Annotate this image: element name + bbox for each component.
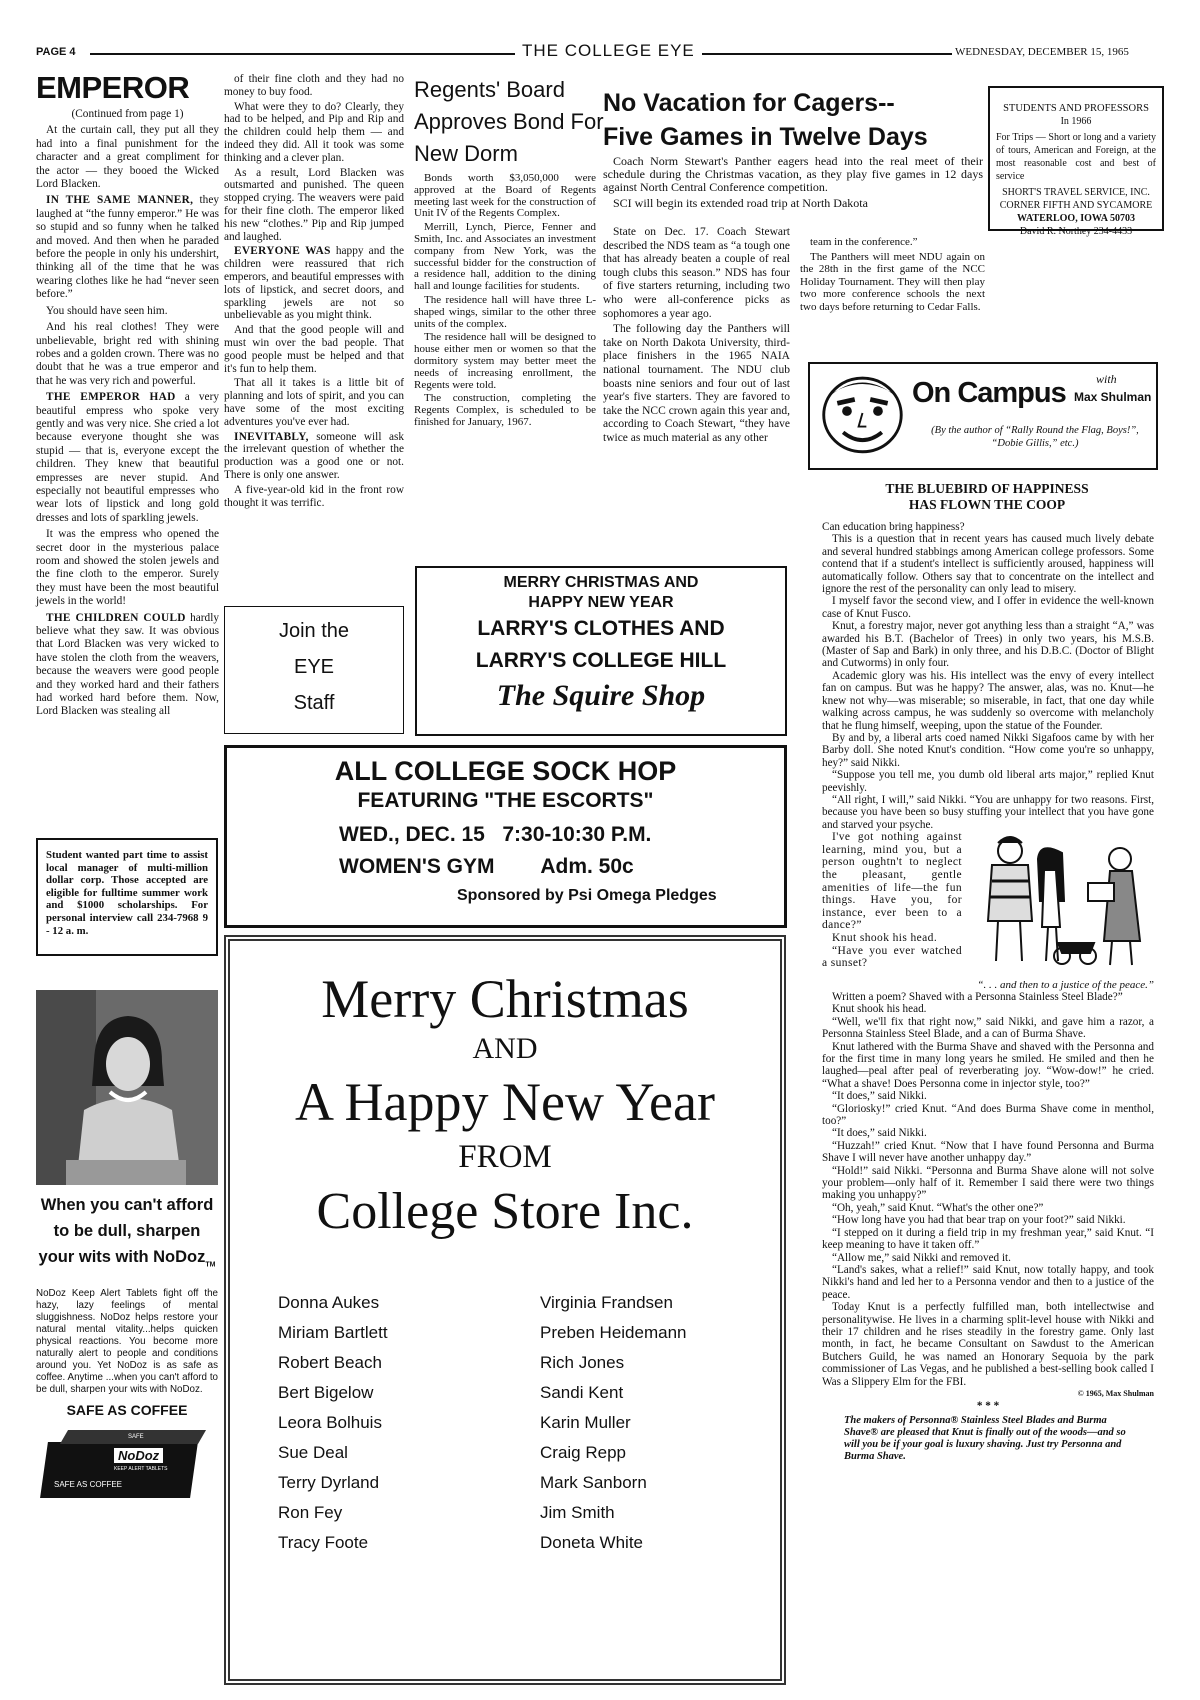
paragraph	[822, 1301, 1154, 1388]
paragraph-text: a very beautiful empress who spoke very gently and was very nice. She cried a lot because everyone thought she was stupid — that is, everyone except the children. They knew that beautiful empresses are never stupid. And especially not beautiful empresses who wear lots of lipstick and long gold dresses and lots of sparkling jewels.	[36, 391, 219, 524]
join-eye-staff-ad	[224, 606, 404, 734]
paragraph-text: State on Dec. 17. Coach Stewart described the NDS team as “a tough one that has already beaten a couple of real tough clubs this season.” NDS has four of five starters returning, including two who were all-conference picks as sophomores a year ago.	[603, 226, 790, 320]
travel-ad-company: SHORT'S TRAVEL SERVICE, INC.	[1002, 187, 1150, 198]
paragraph-text: “Land's sakes, what a relief!” said Knut, now totally happy, and took Nikki's hand and led her to a Personna vendor and then to a justice of the peace.	[822, 1263, 1154, 1301]
staff-name: Leora Bolhuis	[278, 1413, 382, 1432]
paragraph	[822, 670, 1154, 732]
paragraph-text: And his real clothes! They were unbelievable, bright red with shining robes and a golden crown. There was no doubt that he was a true emperor and that he was very rich and powerful.	[36, 321, 219, 387]
paragraph	[822, 595, 1154, 620]
college-store-name: College Store Inc.	[316, 1183, 694, 1240]
paragraph-text: “I stepped on it during a field trip in my freshman year,” said Knut. “I keep meaning to have it taken off.”	[822, 1226, 1154, 1252]
paragraph	[36, 305, 219, 318]
paragraph	[603, 197, 983, 210]
paragraph-text: “Gloriosky!” cried Knut. “And does Burma Shave come in menthol, too?”	[822, 1102, 1154, 1128]
sock-hop-title: ALL COLLEGE SOCK HOP	[334, 756, 677, 786]
sock-hop-ad	[224, 745, 787, 928]
regents-headline: Regents' Board Approves Bond For New Dorm	[414, 77, 604, 166]
nodoz-package	[44, 1430, 204, 1498]
paragraph	[822, 991, 1154, 1003]
paragraph-text: “Hold!” said Nikki. “Personna and Burma Shave alone will not solve your problem—only half of it. Remember I said there were two things making you unhappy?”	[822, 1164, 1154, 1202]
college-store-ad	[224, 935, 786, 1685]
travel-ad-title: STUDENTS AND PROFESSORS	[1003, 103, 1149, 114]
nodoz-box-logo: NoDoz	[114, 1448, 163, 1463]
paragraph	[822, 1127, 1154, 1139]
cartoon-panel	[970, 831, 1154, 991]
greeting-from: FROM	[458, 1139, 552, 1175]
sports-paragraphs	[603, 155, 983, 210]
staff-name: Donna Aukes	[278, 1293, 380, 1312]
travel-ad-address: CORNER FIFTH AND SYCAMORE	[999, 200, 1153, 211]
student-wanted-ad: Student wanted part time to assist local manager of multi-million dollar corp. Those accepted are eligible for fulltime summer work and $1000 scholarships. For personal interview call 234-7968 9 - 12 a. m.	[36, 838, 218, 956]
sponsor-note: The makers of Personna® Stainless Steel Blades and Burma Shave® are pleased that Knut is finally out of the woods—and so will you be if your goal is luxury shaving. Just try Personna and Burma Shave.	[844, 1414, 1126, 1462]
paragraph-text: “Allow me,” said Nikki and removed it.	[832, 1251, 1011, 1264]
join-ad-line: Join the	[278, 620, 350, 642]
greeting-happy-new-year: A Happy New Year	[295, 1072, 715, 1132]
shulman-narrow-paragraphs	[822, 831, 962, 991]
staff-name: Tracy Foote	[278, 1533, 369, 1552]
paragraph-text: Merrill, Lynch, Pierce, Fenner and Smith, Inc. and Associates an investment company from New York, was the successful bidder for the construction of a residence hall, addition to the dining hall and lounge facilities for students.	[414, 221, 596, 293]
page-number: PAGE 4	[36, 46, 76, 58]
paragraph-text: “Suppose you tell me, you dumb old liberal arts major,” replied Knut peevishly.	[822, 769, 1154, 794]
paragraph-text: And that the good people will and must win over the bad people. That good people must be helped and that it's fun to help them.	[224, 324, 404, 375]
staff-name: Sue Deal	[278, 1443, 348, 1462]
staff-name: Jim Smith	[540, 1503, 615, 1522]
on-campus-banner	[808, 362, 1158, 470]
trademark: TM	[205, 1261, 216, 1269]
header-rule-left	[90, 53, 515, 55]
paragraph	[822, 1041, 1154, 1091]
paragraph	[822, 831, 962, 932]
staff-names-left	[278, 1293, 540, 1563]
paragraph-lead: IN THE SAME MANNER,	[46, 194, 194, 207]
paragraph	[822, 1202, 1154, 1214]
paragraph-lead: THE EMPEROR HAD	[46, 391, 176, 404]
paragraph	[800, 236, 985, 249]
paragraph-text: “Well, we'll fix that right now,” said Nikki, and gave him a razor, a Personna Stainless Steel Blade, and a can of Burma Shave.	[822, 1015, 1154, 1041]
issue-date: WEDNESDAY, DECEMBER 15, 1965	[955, 46, 1129, 58]
page-header	[30, 41, 1180, 64]
paragraph-text: “How long have you had that bear trap on your foot?” said Nikki.	[832, 1214, 1126, 1227]
shulman-paragraphs	[822, 533, 1154, 831]
join-ad-line: EYE	[293, 656, 335, 678]
paragraph	[822, 732, 1154, 769]
travel-ad-contact: David R. Northey 234-4433	[1019, 226, 1133, 237]
paragraph-text: Bonds worth $3,050,000 were approved at the Board of Regents meeting last week for the construction of Unit IV of the Regents Complex.	[414, 172, 596, 220]
paragraph	[822, 1252, 1154, 1264]
nodoz-headline-text: When you can't afford to be dull, sharpen your wits with NoDoz	[38, 1196, 214, 1266]
paragraph	[822, 1227, 1154, 1252]
on-campus-byline: (By the author of “Rally Round the Flag, Boys!”, “Dobie Gillis,” etc.)	[931, 425, 1139, 449]
paragraph	[603, 226, 790, 321]
staff-name: Ron Fey	[278, 1503, 343, 1522]
paragraph-text: As a result, Lord Blacken was outsmarted and punished. The queen stopped crying. The weavers were paid for their fine cloth. The emperor liked his new “clothes.” Pip and Rip jumped and laughed.	[224, 166, 404, 243]
paragraph	[414, 332, 596, 391]
paragraph	[224, 484, 404, 510]
header-rule-right	[702, 53, 952, 55]
paragraph	[414, 173, 596, 220]
emperor-paragraphs	[36, 124, 219, 718]
shulman-headline	[822, 481, 1152, 513]
nodoz-body: NoDoz Keep Alert Tablets fight off the hazy, lazy feelings of mental sluggishness. NoDoz helps restore your natural mental vitality...helps quicken physical reactions. You become more naturally alert to people and conditions around you. Yet NoDoz is as safe as coffee. Anytime ...when you can't afford to be dull, sharpen your wits with NoDoz.	[36, 1288, 218, 1396]
cartoon-caption: “. . . and then to a justice of the peace.”	[977, 978, 1154, 991]
emperor-paragraphs	[224, 73, 404, 509]
sports-intro	[603, 155, 983, 213]
travel-ad	[988, 86, 1164, 237]
paragraph	[224, 431, 404, 482]
paragraph-text: Knut lathered with the Burma Shave and shaved with the Personna and for the first time in many long years he smiled. He smiled and then he laughed—peal after peal of reverberating joy. “Wow-dow!” he cried. “What a shave! Does Personna come in injector style, too?”	[822, 1040, 1154, 1090]
sock-hop-time: WED., DEC. 15 7:30-10:30 P.M.	[339, 823, 652, 846]
regents-paragraphs	[414, 173, 596, 429]
paragraph	[603, 155, 983, 194]
paragraph	[822, 932, 962, 945]
join-ad-line: Staff	[293, 692, 335, 714]
paragraph-text: “Have you ever watched a sunset?	[822, 944, 962, 970]
paragraph-text: What were they to do? Clearly, they had to be helped, and Pip and Rip and the children could help them — and indeed they did. All it took was some thinking and a clever plan.	[224, 100, 404, 164]
paragraph	[224, 377, 404, 428]
paragraph-text: “It does,” said Nikki.	[832, 1090, 927, 1103]
paragraph-text: I've got nothing against learning, mind you, but a person oughtn't to neglect the pleasant, gentle amenities of life—the fun things. Have you, for instance, ever been to a dance?”	[822, 831, 962, 932]
larrys-store-name: LARRY'S COLLEGE HILL	[475, 649, 727, 672]
paragraph	[822, 1016, 1154, 1041]
shulman-copyright: © 1965, Max Shulman	[1077, 1388, 1154, 1398]
larrys-christmas-ad	[415, 566, 787, 736]
paragraph-text: “It does,” said Nikki.	[832, 1127, 927, 1140]
paragraph-text: happy and the children were reassured that rich emperors, and beautiful empresses with lots of lipstick, and secret doors, and sparkling jewels are not so unbelievable as you might think.	[224, 245, 404, 322]
nodoz-tagline: SAFE AS COFFEE	[66, 1402, 188, 1419]
nodoz-headline	[36, 1192, 218, 1278]
sock-hop-admission: Adm. 50c	[540, 855, 634, 878]
paragraph	[822, 533, 1154, 595]
paragraph	[36, 612, 219, 719]
sock-hop-location: WOMEN'S GYM	[339, 855, 495, 878]
nodoz-box-subtitle: KEEP ALERT TABLETS	[114, 1466, 168, 1473]
shulman-intro: Can education bring happiness?	[822, 521, 965, 533]
regents-article	[414, 173, 596, 431]
on-campus-with: with	[1096, 372, 1117, 386]
paragraph-text: The residence hall will be designed to house either men or women so that the dormitory system may better meet the needs of increasing enrollment, the Regents were told.	[414, 331, 596, 391]
paragraph	[224, 245, 404, 322]
paragraph-text: someone will ask the irrelevant question of whether the production was a good one or not. There is only one answer.	[224, 430, 404, 481]
on-campus-title: On Campus	[912, 377, 1066, 409]
paragraph	[822, 1214, 1154, 1226]
larrys-greeting: MERRY CHRISTMAS AND	[503, 574, 699, 591]
staff-name: Craig Repp	[540, 1443, 626, 1462]
paragraph-text: Academic glory was his. His intellect was the envy of every intellect fan on campus. But was he happy? The answer, alas, was no. Knut—he knew not why—was miserable; so miserable, in fact, that one day while walking across campus, he was suddenly so overcome with melancholy that he flung himself, weeping, upon the statue of the Founder.	[822, 669, 1154, 732]
emperor-column-1	[36, 108, 219, 722]
paragraph	[36, 528, 219, 608]
paragraph-text: You should have seen him.	[46, 304, 168, 317]
paragraph-text: I myself favor the second view, and I offer in evidence the well-known case of Knut Fusco.	[822, 595, 1154, 620]
paragraph-text: Coach Norm Stewart's Panther eagers head into the real meet of their schedule during the Christmas vacation, as they play five games in 12 days against North Central Conference competition.	[603, 154, 983, 194]
paragraph-text: hardly believe what they saw. It was obvious that Lord Blacken was very wicked to have stolen the cloth from the weavers, because the weavers were good people and they worked hard and their fathers had worked hard before them. Now, Lord Blacken was stealing all	[36, 611, 219, 718]
section-stars: * * *	[976, 1400, 1000, 1413]
paragraph-text: Today Knut is a perfectly fulfilled man, both intellectwise and personalitywise. He lives in a charming split-level house with Nikki and their 17 children and he rises steadily in the forestry game. Only last month, in fact, he became Consultant on Sawdust to the American Butchers Guild, he was named an Honorary Sequoia by the park commissioner of Las Vegas, and he published a best-selling book called I Was a Slippery Elm for the FBI.	[822, 1301, 1154, 1388]
emperor-headline: EMPEROR	[36, 70, 190, 105]
paragraph-text: That all it takes is a little bit of planning and lots of spirit, and you can have some of the most exciting adventures you've ever had.	[224, 377, 404, 428]
staff-name: Virginia Frandsen	[540, 1293, 673, 1312]
paragraph-text: Knut shook his head.	[832, 931, 938, 944]
staff-name: Mark Sanborn	[540, 1473, 647, 1492]
paragraph-text: Knut shook his head.	[832, 1003, 927, 1016]
shulman-article	[822, 521, 1154, 1463]
continued-note: (Continued from page 1)	[71, 108, 184, 120]
staff-name: Preben Heidemann	[540, 1323, 687, 1342]
staff-name: Sandi Kent	[540, 1383, 624, 1402]
paragraph	[36, 321, 219, 388]
paragraph	[414, 295, 596, 330]
paragraph	[822, 1140, 1154, 1165]
paragraph	[224, 73, 404, 99]
travel-ad-city: WATERLOO, IOWA 50703	[1017, 213, 1135, 224]
paragraph-text: Knut, a forestry major, never got anything less than a straight “A,” was awarded his B.T. (Bachelor of Trees) in only two years, his M.S.B. (Master of Sap and Bark) in only three, and his D.B.C. (Doctor of Blight and Cutworms) in only four.	[822, 620, 1154, 670]
sports-paragraphs	[800, 236, 985, 314]
paragraph	[414, 393, 596, 428]
paragraph-text: The Panthers will meet NDU again on the 28th in the first game of the NCC Holiday Tournament. They will then play two more conference schools the next two days before returning to Cedar Falls.	[800, 250, 985, 313]
travel-ad-year: In 1966	[1060, 116, 1092, 127]
paragraph	[822, 769, 1154, 794]
emperor-column-2	[224, 73, 404, 511]
paragraph-text: This is a question that in recent years has caused much lively debate and several hundred stabbings among American college professors. Some contend that if a student's intellect is sufficiently aroused, happiness will automatically follow. Others say that to concentrate on the intellect and ignore the rest of the personality can only lead to misery.	[822, 533, 1154, 596]
paragraph-lead: EVERYONE WAS	[234, 245, 331, 258]
sports-column-right	[800, 236, 985, 316]
paragraph	[822, 794, 1154, 831]
paragraph	[224, 167, 404, 244]
greeting-merry-christmas: Merry Christmas	[321, 969, 689, 1029]
paragraph	[800, 251, 985, 314]
paragraph	[414, 222, 596, 293]
staff-name: Rich Jones	[540, 1353, 625, 1372]
on-campus-author: Max Shulman	[1074, 390, 1152, 404]
max-shulman-caricature-icon	[816, 370, 908, 456]
paragraph-text: The construction, completing the Regents Complex, is scheduled to be finished for January, 1967.	[414, 392, 596, 428]
paragraph-text: Written a poem? Shaved with a Personna Stainless Steel Blade?”	[832, 990, 1123, 1003]
nodoz-ad	[36, 1192, 218, 1498]
paragraph-text: The following day the Panthers will take on North Dakota University, third-place finishers in the 1965 NAIA national tournament. The NDU club boasts nine seniors and four out of last year's five starters. They are favored to take the NCC crown again this year and, according to Coach Stewart, “they have twice as much material as any other	[603, 323, 790, 444]
shulman-headline-line: THE BLUEBIRD OF HAPPINESS	[885, 481, 1089, 496]
paragraph-text: “Huzzah!” cried Knut. “Now that I have found Personna and Burma Shave I will never have another unhappy day.”	[822, 1139, 1154, 1165]
paragraph	[36, 124, 219, 191]
sports-column-left	[603, 226, 790, 448]
sports-paragraphs	[603, 226, 790, 446]
paragraph-lead: INEVITABLY,	[234, 430, 309, 443]
woman-portrait-icon	[36, 990, 218, 1185]
paragraph	[224, 101, 404, 165]
staff-names-right	[540, 1293, 686, 1563]
nodoz-box-safe: SAFE	[128, 1434, 144, 1441]
paragraph-text: SCI will begin its extended road trip at North Dakota	[613, 196, 868, 210]
paragraph-text: At the curtain call, they put all they had into a final punishment for the character and a great compliment for the actor — they booed the Wicked Lord Blacken.	[36, 124, 219, 191]
travel-ad-body: For Trips — Short or long and a variety of tours, American and Foreign, at the most reasonable cost and best of service	[996, 132, 1156, 182]
shulman-paragraphs	[822, 991, 1154, 1388]
paragraph-text: A five-year-old kid in the front row thought it was terrific.	[224, 483, 404, 509]
paragraph-lead: THE CHILDREN COULD	[46, 611, 186, 624]
paragraph	[36, 391, 219, 525]
paragraph-text: The residence hall will have three L-shaped wings, similar to the other three units of the complex.	[414, 293, 596, 330]
paragraph-text: team in the conference.”	[810, 236, 918, 248]
paragraph-text: By and by, a liberal arts coed named Nikki Sigafoos came by with her Barby doll. She noted Knut's condition. “How come you're so unhappy, hey?” said Nikki.	[822, 731, 1154, 769]
squire-shop-logo: The Squire Shop	[496, 679, 706, 712]
shulman-headline-line: HAS FLOWN THE COOP	[908, 497, 1066, 512]
paragraph	[36, 194, 219, 301]
paragraph	[603, 323, 790, 445]
sports-headline-line: No Vacation for Cagers--	[603, 89, 895, 117]
staff-name: Doneta White	[540, 1533, 643, 1552]
paragraph-text: It was the empress who opened the secret door in the mysterious palace room and showed the stolen jewels and the fine cloth to the emperor. Surely they must have been the most beautiful jewels in the world!	[36, 528, 219, 608]
greeting-and: AND	[472, 1032, 538, 1065]
sports-headline-line: Five Games in Twelve Days	[603, 123, 928, 151]
paragraph	[822, 1090, 1154, 1102]
sock-hop-sponsor: Sponsored by Psi Omega Pledges	[457, 887, 717, 904]
staff-name: Miriam Bartlett	[278, 1323, 388, 1342]
paragraph	[822, 620, 1154, 670]
sports-headline	[603, 86, 928, 154]
paragraph	[822, 1165, 1154, 1202]
staff-name: Karin Muller	[540, 1413, 631, 1432]
staff-name: Terry Dyrland	[278, 1473, 380, 1492]
paragraph	[822, 1264, 1154, 1301]
paragraph-text: of their fine cloth and they had no money to buy food.	[224, 73, 404, 98]
staff-name: Bert Bigelow	[278, 1383, 374, 1402]
larrys-store-name: LARRY'S CLOTHES AND	[477, 617, 725, 640]
paragraph	[822, 1003, 1154, 1015]
paragraph	[822, 1103, 1154, 1128]
paragraph-text: “All right, I will,” said Nikki. “You are unhappy for two reasons. First, because you have been so busy stuffing your intellect that you have gone and starved your psyche.	[822, 793, 1154, 831]
paragraph-text: they laughed at “the funny emperor.” He was so stupid and so funny when he talked and moved. And then when he paraded before the people in only his undershirt, thinking all of the time that he was wearing clothes like he had “never seen before.”	[36, 194, 219, 301]
larrys-greeting: HAPPY NEW YEAR	[528, 594, 674, 611]
masthead: THE COLLEGE EYE	[522, 41, 695, 60]
paragraph	[224, 324, 404, 375]
cartoon-illustration-icon	[970, 831, 1154, 971]
paragraph	[822, 945, 962, 970]
paragraph-text: “Oh, yeah,” said Knut. “What's the other one?”	[832, 1201, 1044, 1214]
sock-hop-featuring: FEATURING "THE ESCORTS"	[357, 789, 654, 812]
staff-name: Robert Beach	[278, 1353, 382, 1372]
student-photo	[36, 990, 218, 1185]
nodoz-box-tagline: SAFE AS COFFEE	[54, 1480, 123, 1490]
